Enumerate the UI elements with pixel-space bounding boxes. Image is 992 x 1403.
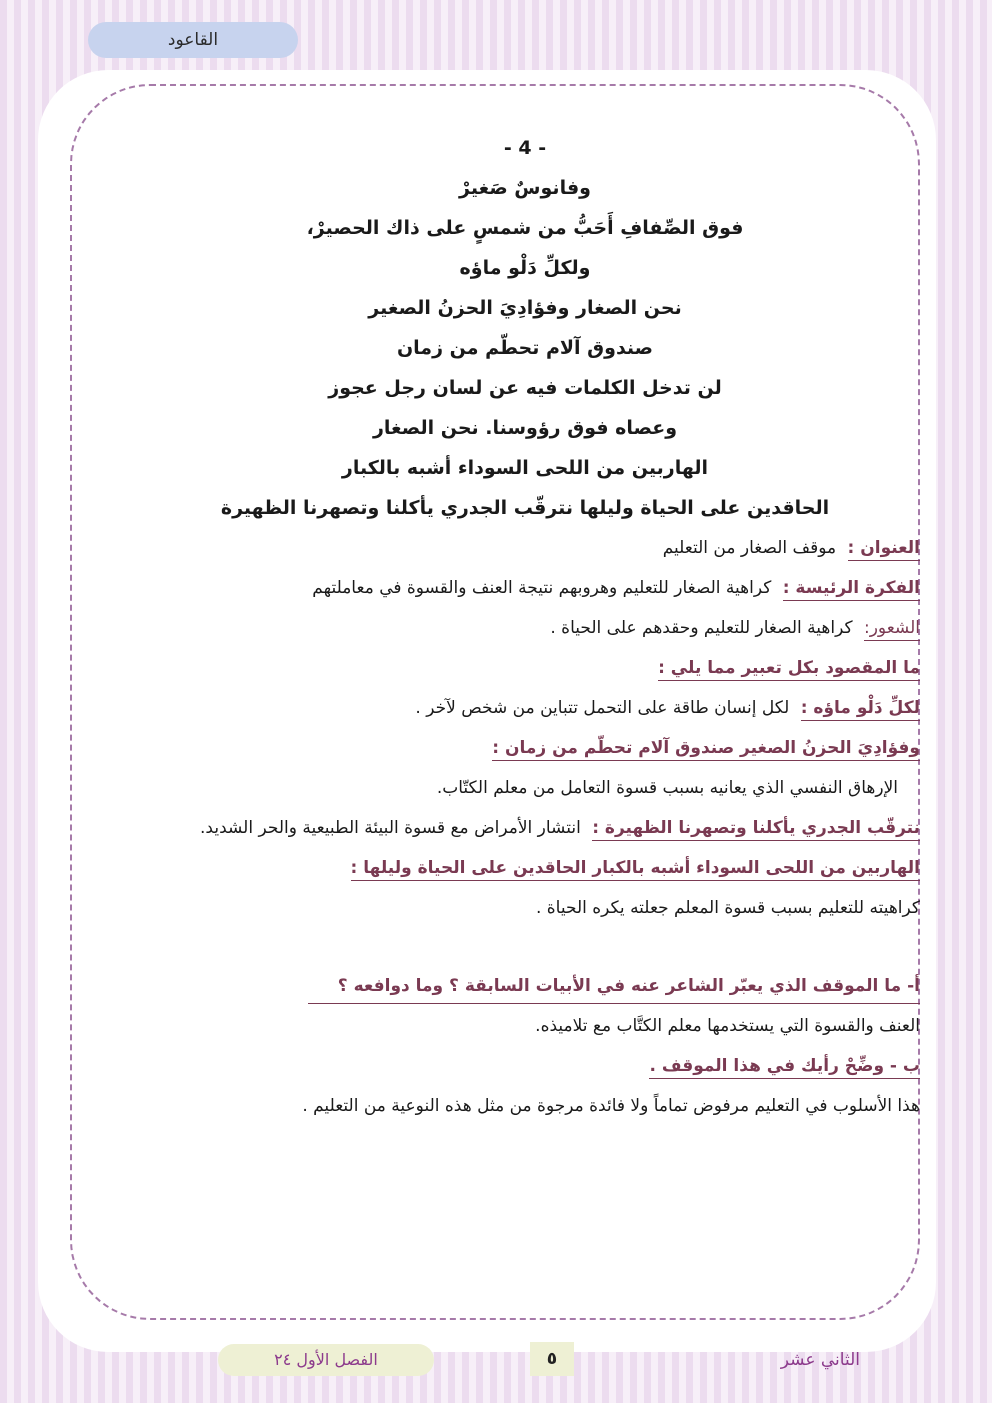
main-idea-row <box>90 568 920 608</box>
expression-row <box>90 848 920 888</box>
poem-line: فوق الصِّفافِ أَحَبُّ من شمسٍ على ذاك الحصيرْ، <box>306 217 744 239</box>
expression-row <box>90 728 920 768</box>
spacer <box>90 928 920 966</box>
expression-label: نترقّب الجدري يأكلنا وتصهرنا الظهيرة : <box>592 818 920 841</box>
question-a-row <box>90 966 920 1006</box>
page-content <box>90 128 920 1126</box>
page-number: ٥ <box>530 1342 574 1376</box>
expression-value: كراهيته للتعليم بسبب قسوة المعلم جعلته يكره الحياة . <box>535 898 920 918</box>
title-value: موقف الصغار من التعليم <box>662 538 837 558</box>
main-idea-label: الفكرة الرئيسة : <box>783 578 920 601</box>
expression-value: الإرهاق النفسي الذي يعانيه بسبب قسوة التعامل من معلم الكتّاب. <box>436 778 898 798</box>
answer-a-row <box>90 1006 920 1046</box>
answer-a: العنف والقسوة التي يستخدمها معلم الكتَّاب مع تلاميذه. <box>535 1016 920 1036</box>
analysis-section <box>90 528 920 1126</box>
footer-term: الفصل الأول ٢٤ <box>218 1344 434 1376</box>
poem <box>90 128 960 528</box>
meaning-heading-row <box>90 648 920 688</box>
title-row <box>90 528 920 568</box>
footer-grade: الثاني عشر <box>780 1350 860 1370</box>
expression-row <box>90 688 920 728</box>
poem-line: ولكلِّ دَلْو ماؤه <box>459 257 591 279</box>
expression-value: لكل إنسان طاقة على التحمل تتباين من شخص لآخر . <box>415 698 790 718</box>
expression-label: الهاربين من اللحى السوداء أشبه بالكبار الحاقدين على الحياة وليلها : <box>351 858 920 881</box>
poem-line: نحن الصغار وفؤادِيَ الحزنُ الصغير <box>368 297 682 319</box>
poem-number: - 4 - <box>503 137 547 159</box>
feeling-value: كراهية الصغار للتعليم وحقدهم على الحياة . <box>550 618 853 638</box>
feeling-label: الشعور: <box>864 618 920 641</box>
poem-line: وعصاه فوق رؤوسنا. نحن الصغار <box>372 417 678 439</box>
question-b-row <box>90 1046 920 1086</box>
feeling-row <box>90 608 920 648</box>
poem-line: صندوق آلام تحطّم من زمان <box>396 337 654 359</box>
title-label: العنوان : <box>848 538 920 561</box>
answer-b-row <box>90 1086 920 1126</box>
poem-line: وفانوسٌ صَغيرْ <box>459 177 591 199</box>
expression-value: انتشار الأمراض مع قسوة البيئة الطبيعية والحر الشديد. <box>200 818 581 838</box>
question-b: ب - وضِّحْ رأيك في هذا الموقف . <box>649 1056 920 1079</box>
expression-answer-row <box>90 768 920 808</box>
main-idea-value: كراهية الصغار للتعليم وهروبهم نتيجة العنف والقسوة في معاملتهم <box>312 578 772 598</box>
header-tab: القاعود <box>88 22 298 58</box>
answer-b: هذا الأسلوب في التعليم مرفوض تماماً ولا فائدة مرجوة من مثل هذه النوعية من التعليم . <box>302 1096 920 1116</box>
question-a: أ- ما الموقف الذي يعبّر الشاعر عنه في الأبيات السابقة ؟ وما دوافعه ؟ <box>308 971 920 1004</box>
poem-line: لن تدخل الكلمات فيه عن لسان رجل عجوز <box>328 377 722 399</box>
expression-row <box>90 808 920 848</box>
poem-line: الحاقدين على الحياة وليلها نترقّب الجدري يأكلنا وتصهرنا الظهيرة <box>220 497 830 519</box>
expression-label: وفؤادِيَ الحزنُ الصغير صندوق آلام تحطّم من زمان : <box>492 738 920 761</box>
expression-answer-row <box>90 888 920 928</box>
expression-label: لكلِّ دَلْو ماؤه : <box>801 698 920 721</box>
meaning-heading: ما المقصود بكل تعبير مما يلي : <box>658 658 920 681</box>
poem-line: الهاربين من اللحى السوداء أشبه بالكبار <box>341 457 709 479</box>
